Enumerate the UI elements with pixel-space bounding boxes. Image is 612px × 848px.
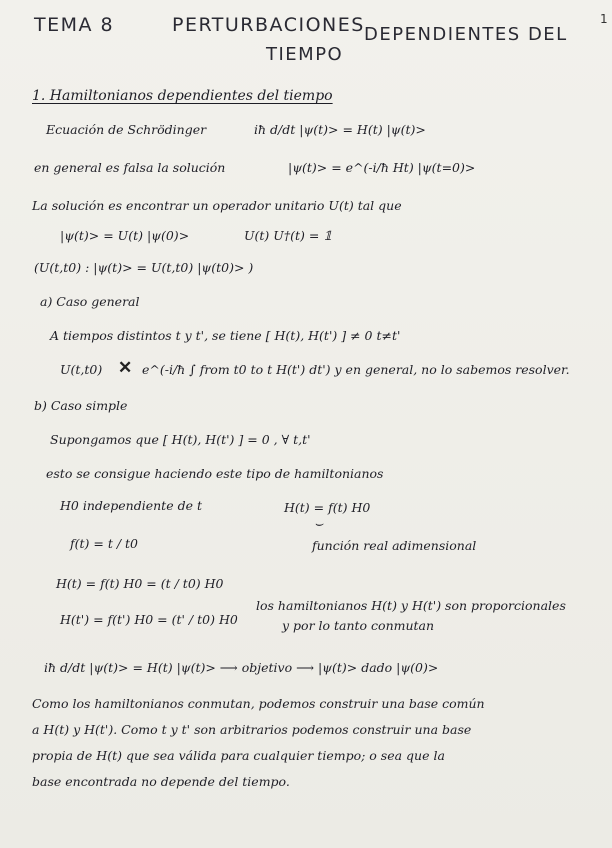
real-function-text: función real adimensional — [312, 538, 477, 553]
conclusion-line-3: propia de H(t) que sea válida para cualquier tiempo; o sea que la — [32, 748, 445, 763]
htp-expanded-equation: H(t') = f(t') H0 = (t' / t0) H0 — [60, 612, 238, 627]
unitarity-equation: U(t) U†(t) = 𝟙 — [244, 228, 332, 243]
case-a-label: a) Caso general — [40, 294, 140, 309]
not-equal-mark: ✕ — [118, 358, 133, 378]
case-a-operator: U(t,t0) — [60, 362, 103, 377]
conclusion-line-4: base encontrada no depende del tiempo. — [32, 774, 290, 789]
ft-equation: f(t) = t / t0 — [70, 536, 138, 551]
unitary-equation: |ψ(t)> = U(t) |ψ(0)> — [60, 228, 190, 243]
proportional-text: los hamiltonianos H(t) y H(t') son proporcionales — [256, 598, 566, 613]
case-b-line-1: Supongamos que [ H(t), H(t') ] = 0 , ∀ t,t' — [50, 432, 311, 447]
topic-number: TEMA 8 — [34, 14, 115, 36]
ht-expanded-equation: H(t) = f(t) H0 = (t / t0) H0 — [56, 576, 224, 591]
page-title-cont: DEPENDIENTES DEL — [364, 24, 568, 45]
h0-text: H0 independiente de t — [60, 498, 202, 513]
page-number: 1 — [600, 12, 608, 26]
solution-text: La solución es encontrar un operador unitario U(t) tal que — [32, 198, 402, 213]
page-title: PERTURBACIONES — [172, 14, 365, 36]
conclusion-line-1: Como los hamiltonianos conmutan, podemos construir una base común — [32, 696, 485, 711]
case-a-line-2: e^(-i/ħ ∫ from t0 to t H(t') dt') y en general, no lo sabemos resolver. — [142, 362, 570, 377]
conclusion-line-2: a H(t) y H(t'). Como t y t' son arbitrarios podemos construir una base — [32, 722, 472, 737]
brace-mark: ⌣ — [314, 516, 324, 532]
objective-equation: iħ d/dt |ψ(t)> = H(t) |ψ(t)> ⟶ objetivo ⟶ |ψ(t)> dado |ψ(0)> — [44, 660, 439, 675]
page-title-end: TIEMPO — [266, 44, 344, 65]
schrodinger-label: Ecuación de Schrödinger — [46, 122, 207, 137]
case-a-line-1: A tiempos distintos t y t', se tiene [ H(t), H(t') ] ≠ 0 t≠t' — [50, 328, 401, 343]
evolution-operator-equation: (U(t,t0) : |ψ(t)> = U(t,t0) |ψ(t0)> ) — [34, 260, 254, 275]
ht-equation: H(t) = f(t) H0 — [284, 500, 371, 515]
general-text: en general es falsa la solución — [34, 160, 226, 175]
commute-text: y por lo tanto conmutan — [282, 618, 435, 633]
section-heading: 1. Hamiltonianos dependientes del tiempo — [32, 88, 333, 104]
schrodinger-equation: iħ d/dt |ψ(t)> = H(t) |ψ(t)> — [254, 122, 426, 137]
case-b-label: b) Caso simple — [34, 398, 128, 413]
case-b-line-2: esto se consigue haciendo este tipo de hamiltonianos — [46, 466, 384, 481]
general-equation: |ψ(t)> = e^(-i/ħ Ht) |ψ(t=0)> — [288, 160, 476, 175]
